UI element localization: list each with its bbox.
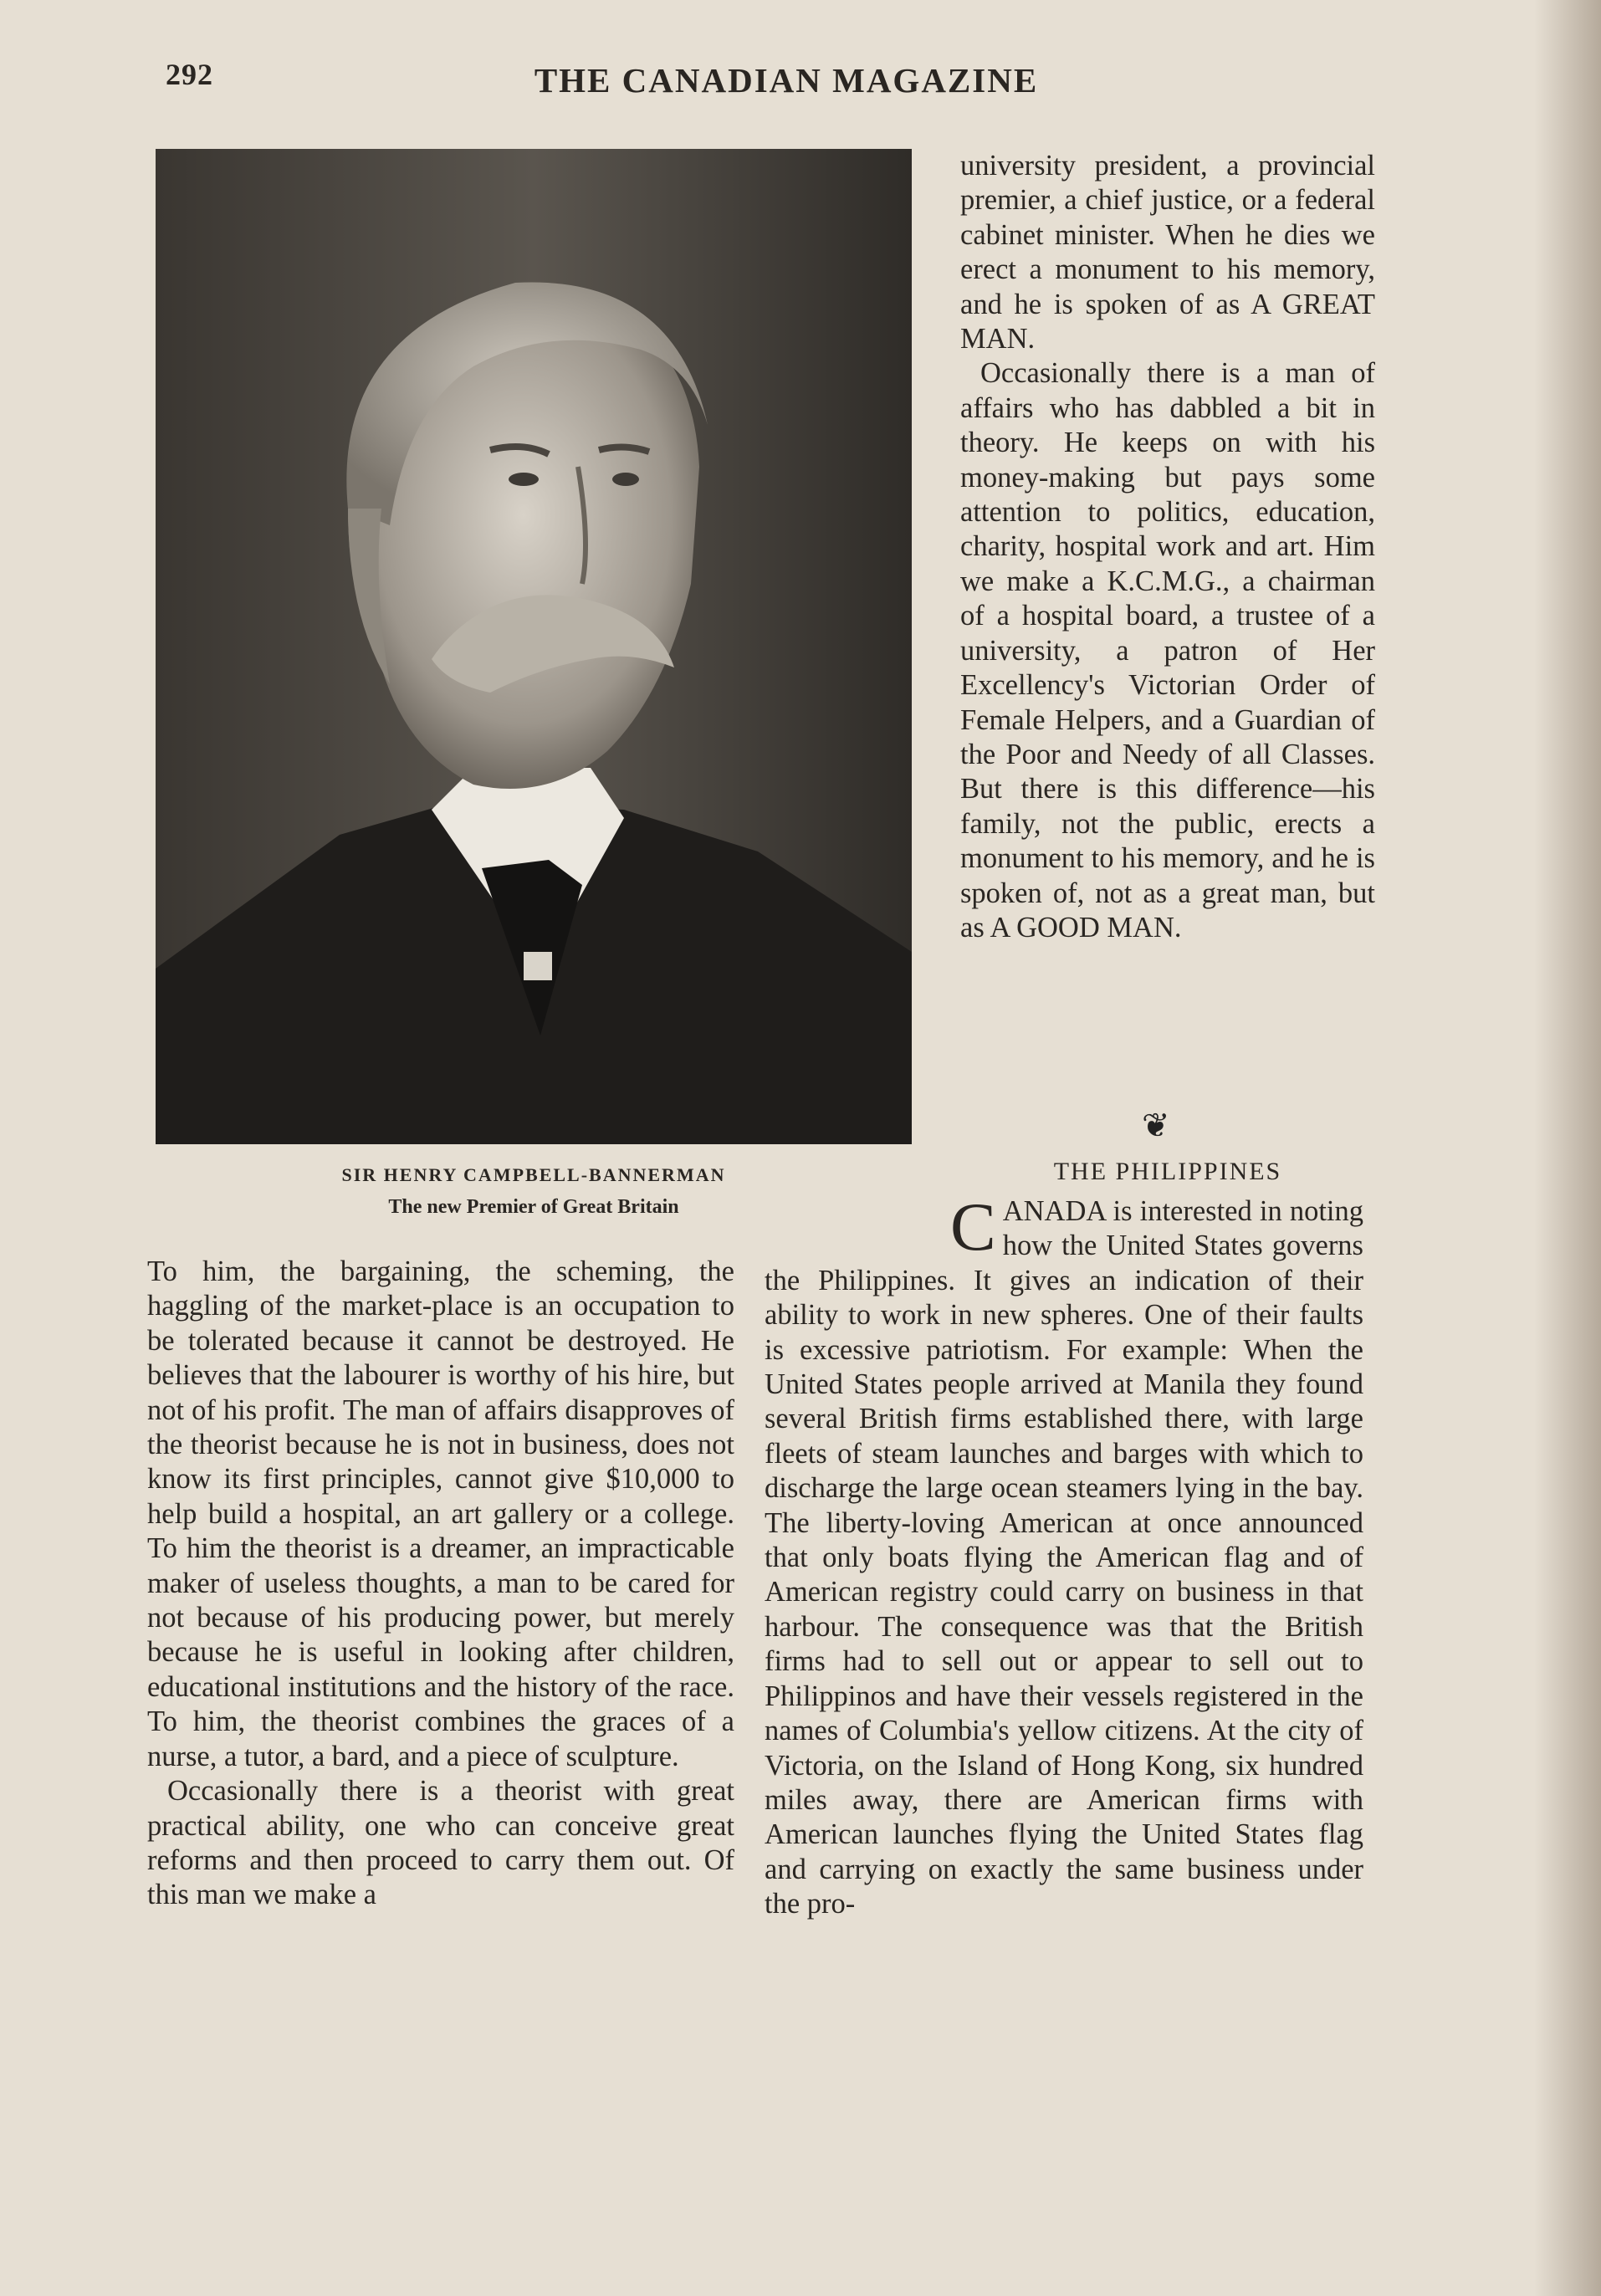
- section-heading: THE PHILIPPINES: [1053, 1158, 1282, 1185]
- page-edge-shadow: [1534, 0, 1601, 2296]
- page-number: 292: [166, 58, 213, 91]
- paragraph-text: ANADA is interested in noting how the United States governs the Philippines. It gives an indication of their ability to work in new spheres. One of their faults is excessive patriotism. For example: When the United States people arrived at Manila they found several British firms established there, with large fleets of steam launches and barges with which to discharge the large ocean steamers lying in the bay. The liberty-loving American at once announced that only boats flying the American flag and of American registry could carry on business in that harbour. The consequence was that the British firms had to sell out or appear to sell out to Philippinos and have their vessels registered in the names of Columbia's yellow citizens. At the city of Victoria, on the Island of Hong Kong, six hundred miles away, there are American firms with American launches flying the United States flag and carrying on exactly the same business under the pro-: [765, 1195, 1363, 1920]
- right-column-bottom-text: [765, 1189, 1363, 1922]
- paragraph: university president, a provincial premier, a chief justice, or a federal cabinet minister. When he dies we erect a monument to his memory, and he is spoken of as A GREAT MAN.: [960, 150, 1375, 355]
- left-column-text: [147, 1255, 734, 1913]
- paragraph: [765, 1189, 1363, 1922]
- caption-subtitle: The new Premier of Great Britain: [388, 1196, 679, 1218]
- paragraph: To him, the bargaining, the scheming, the haggling of the market-place is an occupation to be tolerated because it cannot be destroyed. He believes that the labourer is worthy of his hire, but not of his profit. The man of affairs disapproves of the theorist because he is not in business, does not know its first principles, cannot give $10,000 to help build a hospital, an art gallery or a college. To him the theorist is a dreamer, an impracticable maker of useless thoughts, a man to be cared for not because of his producing power, but merely because he is useful in looking after children, educational institutions and the history of the race. To him, the theorist combines the graces of a nurse, a tutor, a bard, and a piece of sculpture.: [147, 1255, 734, 1772]
- portrait-photograph: [156, 149, 912, 1144]
- paragraph: Occasionally there is a man of affairs who has dabbled a bit in theory. He keeps on with his money-making but pays some attention to politics, education, charity, hospital work and art. Him we make a K.C.M.G., a chairman of a hospital board, a trustee of a university, a patron of Her Excellency's Victorian Order of Female Helpers, and a Guardian of the Poor and Needy of all Classes. But there is this difference—his family, not the public, erects a monument to his memory, and he is spoken of, not as a great man, but as A GOOD MAN.: [960, 357, 1375, 943]
- running-title: THE CANADIAN MAGAZINE: [534, 61, 1039, 100]
- right-column-top-text: [960, 149, 1375, 945]
- drop-cap: C: [950, 1189, 996, 1265]
- paragraph: Occasionally there is a theorist with great practical ability, one who can conceive great reforms and then proceed to carry them out. Of this man we make a: [147, 1775, 734, 1911]
- ornament-icon: ❦: [1142, 1107, 1170, 1144]
- portrait-illustration: [156, 149, 912, 1144]
- caption-name: SIR HENRY CAMPBELL-BANNERMAN: [341, 1164, 726, 1185]
